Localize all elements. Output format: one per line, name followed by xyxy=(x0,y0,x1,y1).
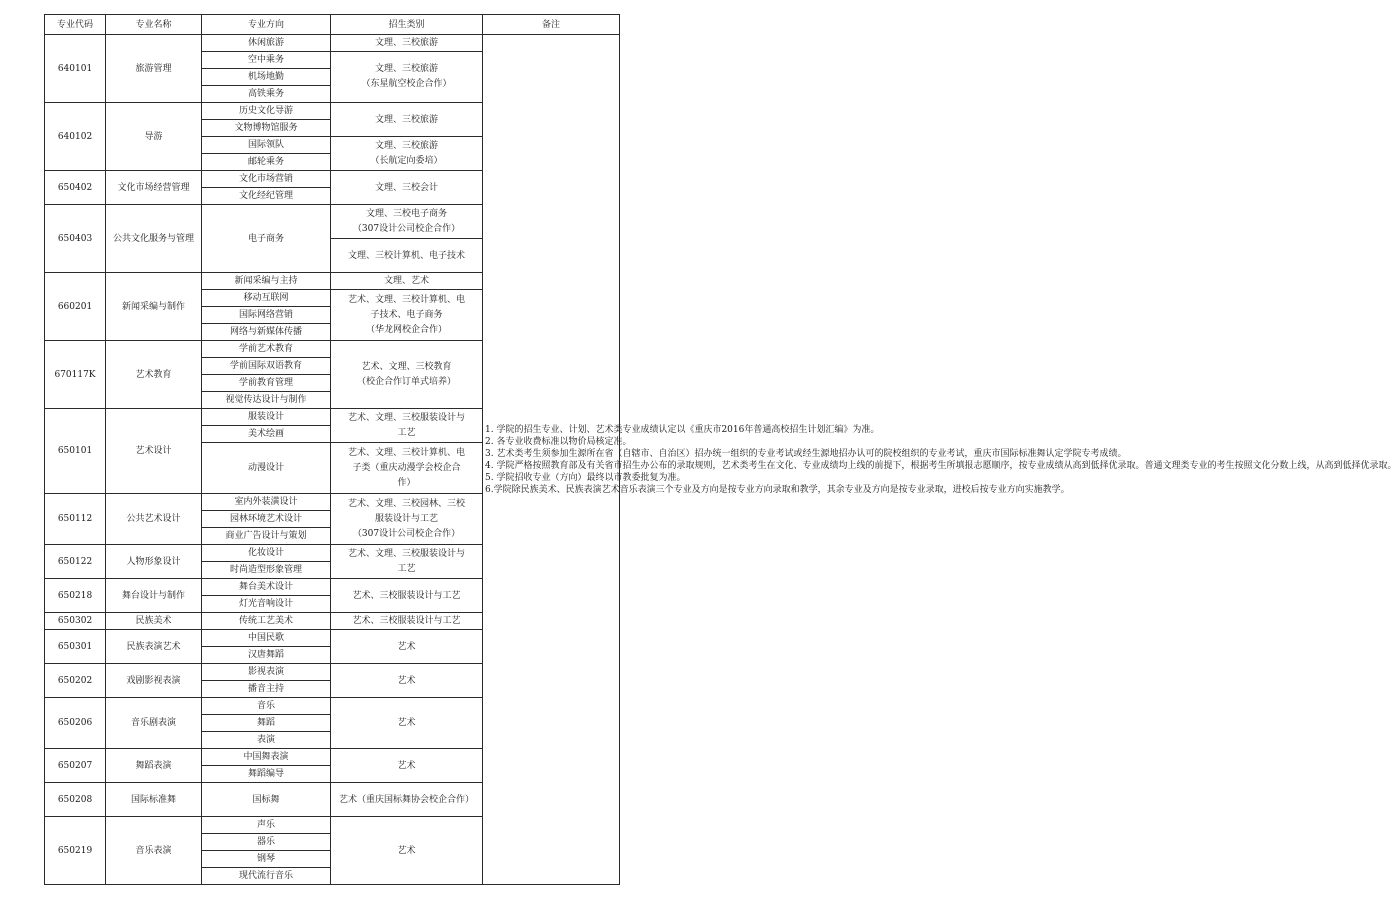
name-cell: 民族表演艺术 xyxy=(106,630,202,664)
remarks-cell xyxy=(483,35,1396,885)
enrollment-table xyxy=(44,14,1396,885)
header-remarks: 备注 xyxy=(483,15,620,35)
code-cell: 650202 xyxy=(45,664,106,698)
direction-cell: 国标舞 xyxy=(202,783,331,817)
direction-cell: 美术绘画 xyxy=(202,426,331,443)
direction-cell: 钢琴 xyxy=(202,851,331,868)
direction-cell: 国际领队 xyxy=(202,137,331,154)
category-line: （华龙网校企合作） xyxy=(365,324,447,335)
category-cell: 文理、三校旅游 xyxy=(331,35,483,52)
name-cell: 人物形象设计 xyxy=(106,545,202,579)
category-line: 服装设计与工艺 xyxy=(374,513,438,524)
category-cell: 艺术 xyxy=(331,664,483,698)
direction-cell: 中国舞表演 xyxy=(202,749,331,766)
direction-cell: 舞蹈编导 xyxy=(202,766,331,783)
note-paragraph: 2. 各专业收费标准以物价局核定准。 xyxy=(485,436,632,447)
code-cell: 650208 xyxy=(45,783,106,817)
name-cell: 旅游管理 xyxy=(106,35,202,103)
direction-cell: 学前教育管理 xyxy=(202,375,331,392)
category-cell: 文理、艺术 xyxy=(331,273,483,290)
direction-cell: 网络与新媒体传播 xyxy=(202,324,331,341)
code-cell: 650101 xyxy=(45,409,106,494)
direction-cell: 灯光音响设计 xyxy=(202,596,331,613)
direction-cell: 播音主持 xyxy=(202,681,331,698)
header-direction: 专业方向 xyxy=(202,15,331,35)
name-cell: 国际标准舞 xyxy=(106,783,202,817)
code-cell: 650301 xyxy=(45,630,106,664)
direction-cell: 音乐 xyxy=(202,698,331,715)
name-cell: 民族美术 xyxy=(106,613,202,630)
direction-cell: 视觉传达设计与制作 xyxy=(202,392,331,409)
code-cell: 650112 xyxy=(45,494,106,545)
direction-cell: 商业广告设计与策划 xyxy=(202,528,331,545)
category-line: 艺术、文理、三校计算机、电 xyxy=(347,447,465,458)
category-cell: 文理、三校会计 xyxy=(331,171,483,205)
category-cell xyxy=(331,545,483,579)
direction-cell: 邮轮乘务 xyxy=(202,154,331,171)
category-line: 艺术、文理、三校教育 xyxy=(361,361,452,372)
category-line: （307设计公司校企合作） xyxy=(352,223,461,234)
code-cell: 650302 xyxy=(45,613,106,630)
code-cell: 640101 xyxy=(45,35,106,103)
code-cell: 650402 xyxy=(45,171,106,205)
direction-cell: 新闻采编与主持 xyxy=(202,273,331,290)
direction-cell: 舞蹈 xyxy=(202,715,331,732)
table-row xyxy=(45,35,620,52)
code-cell: 650206 xyxy=(45,698,106,749)
category-cell: 艺术（重庆国标舞协会校企合作） xyxy=(331,783,483,817)
category-line: （长航定向委培） xyxy=(370,155,443,166)
category-line: 作） xyxy=(397,477,416,488)
name-cell: 艺术设计 xyxy=(106,409,202,494)
direction-cell: 中国民歌 xyxy=(202,630,331,647)
direction-cell: 传统工艺美术 xyxy=(202,613,331,630)
direction-cell: 机场地勤 xyxy=(202,69,331,86)
direction-cell: 历史文化导游 xyxy=(202,103,331,120)
direction-cell: 园林环境艺术设计 xyxy=(202,511,331,528)
category-line: 文理、三校旅游 xyxy=(374,140,438,151)
name-cell: 文化市场经营管理 xyxy=(106,171,202,205)
code-cell: 650207 xyxy=(45,749,106,783)
direction-cell: 化妆设计 xyxy=(202,545,331,562)
category-cell xyxy=(331,494,483,545)
category-line: 子技术、电子商务 xyxy=(370,309,443,320)
name-cell: 艺术教育 xyxy=(106,341,202,409)
direction-cell: 电子商务 xyxy=(202,205,331,273)
code-cell: 650122 xyxy=(45,545,106,579)
direction-cell: 文物博物馆服务 xyxy=(202,120,331,137)
category-line: 艺术、文理、三校园林、三校 xyxy=(347,498,465,509)
direction-cell: 影视表演 xyxy=(202,664,331,681)
category-line: 工艺 xyxy=(397,427,416,438)
code-cell: 650219 xyxy=(45,817,106,885)
note-paragraph: 1. 学院的招生专业、计划、艺术类专业成绩认定以《重庆市2016年普通高校招生计划汇编》为准。 xyxy=(485,424,880,435)
category-cell xyxy=(331,341,483,409)
category-cell xyxy=(331,205,483,239)
direction-cell: 现代流行音乐 xyxy=(202,868,331,885)
code-cell: 640102 xyxy=(45,103,106,171)
name-cell: 戏剧影视表演 xyxy=(106,664,202,698)
direction-cell: 移动互联网 xyxy=(202,290,331,307)
category-cell xyxy=(331,409,483,443)
name-cell: 舞台设计与制作 xyxy=(106,579,202,613)
note-paragraph: 4. 学院严格按照教育部及有关省市招生办公布的录取规则，艺术类考生在文化、专业成绩均上线的前提下，根据考生所填报志愿顺序，按专业成绩从高到低择优录取。普通文理类专业的考生按照文化分数上线，从高到低择优录取。 xyxy=(485,460,1396,471)
category-line: 工艺 xyxy=(397,563,416,574)
category-line: （307设计公司校企合作） xyxy=(352,528,461,539)
category-cell: 文理、三校计算机、电子技术 xyxy=(331,239,483,273)
category-line: 子类（重庆动漫学会校企合 xyxy=(352,462,461,473)
name-cell: 新闻采编与制作 xyxy=(106,273,202,341)
name-cell: 导游 xyxy=(106,103,202,171)
category-cell: 艺术 xyxy=(331,817,483,885)
direction-cell: 舞台美术设计 xyxy=(202,579,331,596)
note-paragraph: 5. 学院招收专业（方向）最终以市教委批复为准。 xyxy=(485,472,686,483)
name-cell: 音乐表演 xyxy=(106,817,202,885)
category-cell: 艺术 xyxy=(331,698,483,749)
direction-cell: 学前艺术教育 xyxy=(202,341,331,358)
direction-cell: 学前国际双语教育 xyxy=(202,358,331,375)
direction-cell: 时尚造型形象管理 xyxy=(202,562,331,579)
category-cell: 艺术 xyxy=(331,749,483,783)
category-line: 艺术、文理、三校服装设计与 xyxy=(347,548,465,559)
direction-cell: 器乐 xyxy=(202,834,331,851)
category-line: （校企合作订单式培养） xyxy=(356,376,456,387)
header-category: 招生类别 xyxy=(331,15,483,35)
category-line: 文理、三校电子商务 xyxy=(365,208,447,219)
direction-cell: 动漫设计 xyxy=(202,443,331,494)
category-line: （东星航空校企合作） xyxy=(361,79,452,89)
code-cell: 660201 xyxy=(45,273,106,341)
direction-cell: 高铁乘务 xyxy=(202,86,331,103)
category-cell xyxy=(331,52,483,103)
category-cell xyxy=(331,290,483,341)
direction-cell: 国际网络营销 xyxy=(202,307,331,324)
category-cell: 文理、三校旅游 xyxy=(331,103,483,137)
header-name: 专业名称 xyxy=(106,15,202,35)
direction-cell: 文化经纪管理 xyxy=(202,188,331,205)
name-cell: 公共艺术设计 xyxy=(106,494,202,545)
category-cell xyxy=(331,137,483,171)
direction-cell: 室内外装潢设计 xyxy=(202,494,331,511)
category-cell: 艺术、三校服装设计与工艺 xyxy=(331,579,483,613)
direction-cell: 声乐 xyxy=(202,817,331,834)
note-paragraph: 3. 艺术类考生须参加生源所在省（自辖市、自治区）招办统一组织的专业考试或经生源地招办认可的院校组织的专业考试，重庆市国际标准舞认定学院专考成绩。 xyxy=(485,448,1127,459)
code-cell: 650403 xyxy=(45,205,106,273)
category-cell: 艺术 xyxy=(331,630,483,664)
name-cell: 公共文化服务与管理 xyxy=(106,205,202,273)
name-cell: 舞蹈表演 xyxy=(106,749,202,783)
code-cell: 650218 xyxy=(45,579,106,613)
table-header-row xyxy=(45,15,620,35)
category-cell xyxy=(331,443,483,494)
category-line: 艺术、文理、三校服装设计与 xyxy=(347,412,465,423)
direction-cell: 服装设计 xyxy=(202,409,331,426)
category-line: 艺术、文理、三校计算机、电 xyxy=(347,294,465,305)
direction-cell: 文化市场营销 xyxy=(202,171,331,188)
code-cell: 670117K xyxy=(45,341,106,409)
direction-cell: 表演 xyxy=(202,732,331,749)
category-line: 文理、三校旅游 xyxy=(374,64,438,74)
name-cell: 音乐剧表演 xyxy=(106,698,202,749)
category-cell: 艺术、三校服装设计与工艺 xyxy=(331,613,483,630)
direction-cell: 休闲旅游 xyxy=(202,35,331,52)
direction-cell: 汉唐舞蹈 xyxy=(202,647,331,664)
header-code: 专业代码 xyxy=(45,15,106,35)
note-paragraph: 6.学院除民族美术、民族表演艺术音乐表演三个专业及方向是按专业方向录取和教学，其余专业及方向是按专业录取，进校后按专业方向实施教学。 xyxy=(485,484,1070,495)
direction-cell: 空中乘务 xyxy=(202,52,331,69)
